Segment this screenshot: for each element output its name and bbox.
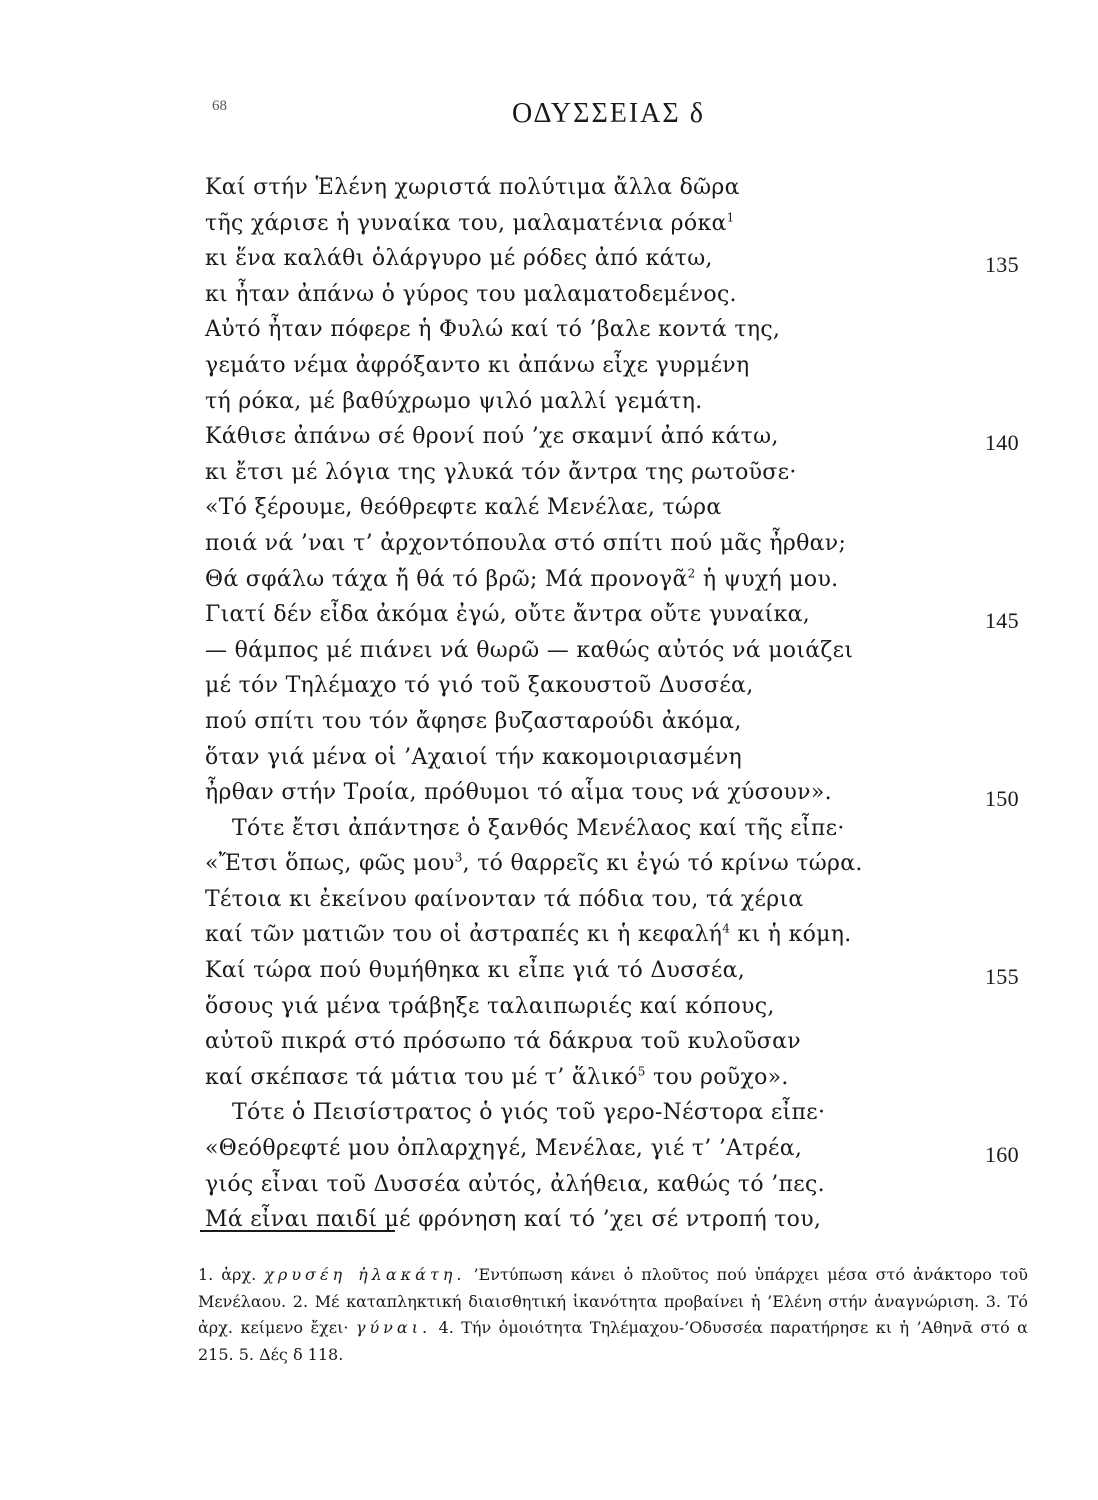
verse-text — [205, 1202, 821, 1238]
verse-text-main: γιός εἶναι τοῦ Δυσσέα αὐτός, ἀλήθεια, καθώς τό ’πες. — [205, 1171, 825, 1197]
footnote-rule — [200, 1230, 395, 1232]
footnote-marker: 1 — [726, 210, 735, 225]
verse-text-main: «Ἔτσι ὅπως, φῶς μου — [205, 851, 455, 877]
verse-text-continued: , τό θαρρεῖς κι ἐγώ τό κρίνω τώρα. — [462, 851, 863, 877]
footnote-marker: 5 — [637, 1064, 646, 1079]
verse-text — [205, 775, 832, 811]
verse-line — [0, 170, 1098, 206]
verse-text — [205, 526, 846, 562]
verse-line — [0, 917, 1098, 953]
verse-block — [0, 170, 1098, 1238]
verse-text-main: κι ἦταν ἀπάνω ὁ γύρος του μαλαματοδεμένος. — [205, 281, 737, 307]
verse-text — [232, 811, 845, 847]
verse-text — [205, 1131, 802, 1167]
verse-text-main: Μά εἶναι παιδί μέ φρόνηση καί τό ’χει σέ ντροπή του, — [205, 1207, 822, 1233]
verse-text-main: Κάθισε ἀπάνω σέ θρονί πού ’χε σκαμνί ἀπό κάτω, — [205, 424, 779, 450]
verse-text — [205, 419, 779, 455]
verse-text-main: ποιά νά ’ναι τ’ ἀρχοντόπουλα στό σπίτι πού μᾶς ἦρθαν; — [205, 530, 847, 556]
verse-text — [205, 1060, 789, 1096]
verse-line — [0, 241, 1098, 277]
footnote-1-text: ’Εντύπωση κάνει ὁ πλοῦτος πού ὑπάρχει μέσα στό ἀνάκτορο τοῦ Μενέλαου. — [198, 1265, 1029, 1311]
verse-text — [205, 206, 735, 242]
verse-text — [205, 312, 780, 348]
line-number: 155 — [985, 964, 1019, 990]
verse-text-main: αὐτοῦ πικρά στό πρόσωπο τά δάκρυα τοῦ κυλοῦσαν — [205, 1029, 801, 1055]
verse-line — [0, 277, 1098, 313]
footnote-3-quote: γύναι. — [355, 1318, 432, 1337]
verse-line — [0, 953, 1098, 989]
verse-text — [205, 953, 745, 989]
verse-line — [0, 312, 1098, 348]
verse-text — [205, 917, 852, 953]
verse-text-main: Τότε ἔτσι ἀπάντησε ὁ ξανθός Μενέλαος καί τῆς εἶπε· — [232, 815, 845, 841]
verse-line — [0, 490, 1098, 526]
footnote-marker: 3 — [454, 850, 463, 865]
verse-line — [0, 597, 1098, 633]
verse-text — [205, 882, 804, 918]
verse-line — [0, 419, 1098, 455]
verse-text-main: πού σπίτι του τόν ἄφησε βυζασταρούδι ἀκόμα, — [205, 708, 742, 734]
verse-text-main: Αὐτό ἦταν πόφερε ἡ Φυλώ καί τό ’βαλε κοντά της, — [205, 317, 781, 343]
verse-text — [205, 241, 713, 277]
footnote-marker: 4 — [722, 922, 731, 937]
verse-line — [0, 348, 1098, 384]
verse-text-main: Τέτοια κι ἐκείνου φαίνονταν τά πόδια του, τά χέρια — [205, 886, 804, 912]
footnote-1-quote: χρυσέη ἠλακάτη. — [264, 1265, 466, 1284]
verse-text-continued: ἡ ψυχή μου. — [695, 566, 839, 592]
verse-text — [205, 633, 853, 669]
verse-line — [0, 989, 1098, 1025]
line-number: 145 — [985, 608, 1019, 634]
verse-text-main: «Τό ξέρουμε, θεόθρεφτε καλέ Μενέλαε, τώρα — [205, 495, 722, 521]
verse-text-main: ἦρθαν στήν Τροία, πρόθυμοι τό αἷμα τους νά χύσουν». — [205, 780, 832, 806]
footnote-2-text: 2. Μέ καταπληκτική διαισθητική ἱκανότητα προβαίνει ἡ ’Ελένη στήν ἀναγνώριση. — [292, 1291, 980, 1311]
verse-text-main: ὅταν γιά μένα οἱ ’Αχαιοί τήν κακομοιριασμένη — [205, 744, 742, 770]
verse-text-main: κι ἕνα καλάθι ὁλάργυρο μέ ρόδες ἀπό κάτω, — [205, 246, 713, 272]
verse-text-main: Καί τώρα πού θυμήθηκα κι εἶπε γιά τό Δυσσέα, — [205, 958, 746, 984]
footnote-5-text: 5. Δές δ 118. — [238, 1344, 344, 1364]
verse-text — [205, 846, 863, 882]
verse-line — [0, 704, 1098, 740]
footnote-4-text: 4. Τήν ὁμοιότητα Τηλέμαχου-’Οδυσσέα παρατήρησε κι ἡ ’Αθηνᾶ στό α 215. — [198, 1318, 1028, 1364]
line-number: 135 — [985, 252, 1019, 278]
verse-line — [0, 668, 1098, 704]
verse-line — [0, 384, 1098, 420]
verse-text-continued: κι ἡ κόμη. — [730, 922, 852, 948]
verse-line — [0, 811, 1098, 847]
line-number: 160 — [985, 1142, 1019, 1168]
line-number: 140 — [985, 430, 1019, 456]
verse-line — [0, 526, 1098, 562]
verse-text-main: κι ἔτσι μέ λόγια της γλυκά τόν ἄντρα της ρωτοῦσε· — [205, 459, 797, 485]
verse-line — [0, 206, 1098, 242]
verse-text-main: γεμάτο νέμα ἀφρόξαντο κι ἀπάνω εἶχε γυρμένη — [205, 352, 750, 378]
footnotes — [198, 1262, 1028, 1368]
page-number: 68 — [212, 98, 227, 114]
verse-text — [205, 170, 740, 206]
verse-text — [205, 597, 810, 633]
verse-text — [205, 704, 742, 740]
verse-text-main: Καί στήν Ἑλένη χωριστά πολύτιμα ἄλλα δῶρα — [205, 175, 740, 200]
verse-text — [205, 562, 838, 598]
verse-text-main: Τότε ὁ Πεισίστρατος ὁ γιός τοῦ γερο-Νέστορα εἶπε· — [232, 1100, 826, 1126]
verse-text-main: — θάμπος μέ πιάνει νά θωρῶ — καθώς αὐτός νά μοιάζει — [205, 637, 854, 663]
verse-line — [0, 1060, 1098, 1096]
verse-text — [205, 348, 749, 384]
verse-text-main: Θά σφάλω τάχα ἤ θά τό βρῶ; Μά προνογᾶ — [205, 566, 688, 592]
verse-text-main: καί σκέπασε τά μάτια του μέ τ’ ἅλικό — [205, 1064, 638, 1090]
verse-text-main: μέ τόν Τηλέμαχο τό γιό τοῦ ξακουστοῦ Δυσσέα, — [205, 673, 754, 699]
verse-text-main: ὅσους γιά μένα τράβηξε ταλαιπωριές καί κόπους, — [205, 993, 775, 1019]
verse-line — [0, 846, 1098, 882]
verse-text-continued: του ροῦχο». — [645, 1064, 789, 1090]
footnote-3-text: 3. Τό ἀρχ. κείμενο ἔχει· — [198, 1291, 1028, 1337]
verse-text-main: τή ρόκα, μέ βαθύχρωμο ψιλό μαλλί γεμάτη. — [205, 388, 703, 414]
line-number: 150 — [985, 786, 1019, 812]
verse-text-main: καί τῶν ματιῶν του οἱ ἀστραπές κι ἡ κεφαλή — [205, 922, 723, 948]
verse-text — [205, 490, 722, 526]
verse-line — [0, 1202, 1098, 1238]
verse-text — [205, 384, 703, 420]
running-head: ΟΔΥΣΣΕΙΑΣ δ — [512, 98, 705, 129]
verse-text — [205, 668, 753, 704]
verse-text-main: «Θεόθρεφτέ μου ὀπλαρχηγέ, Μενέλαε, γιέ τ’ ’Ατρέα, — [205, 1136, 803, 1162]
verse-text-main: τῆς χάρισε ἡ γυναίκα του, μαλαματένια ρόκα — [205, 210, 727, 236]
verse-text — [232, 1095, 825, 1131]
verse-line — [0, 1095, 1098, 1131]
verse-text — [205, 1024, 801, 1060]
verse-line — [0, 882, 1098, 918]
verse-line — [0, 633, 1098, 669]
footnote-marker: 2 — [687, 566, 696, 581]
verse-line — [0, 455, 1098, 491]
verse-line — [0, 775, 1098, 811]
verse-text — [205, 1167, 825, 1203]
verse-text — [205, 740, 742, 776]
verse-text — [205, 989, 775, 1025]
verse-line — [0, 1024, 1098, 1060]
footnote-1-label: 1. ἀρχ. — [198, 1265, 257, 1284]
verse-text — [205, 277, 737, 313]
verse-text — [205, 455, 797, 491]
verse-line — [0, 740, 1098, 776]
verse-line — [0, 1131, 1098, 1167]
verse-text-main: Γιατί δέν εἶδα ἀκόμα ἐγώ, οὔτε ἄντρα οὔτε γυναίκα, — [205, 602, 811, 628]
verse-line — [0, 1167, 1098, 1203]
verse-line — [0, 562, 1098, 598]
